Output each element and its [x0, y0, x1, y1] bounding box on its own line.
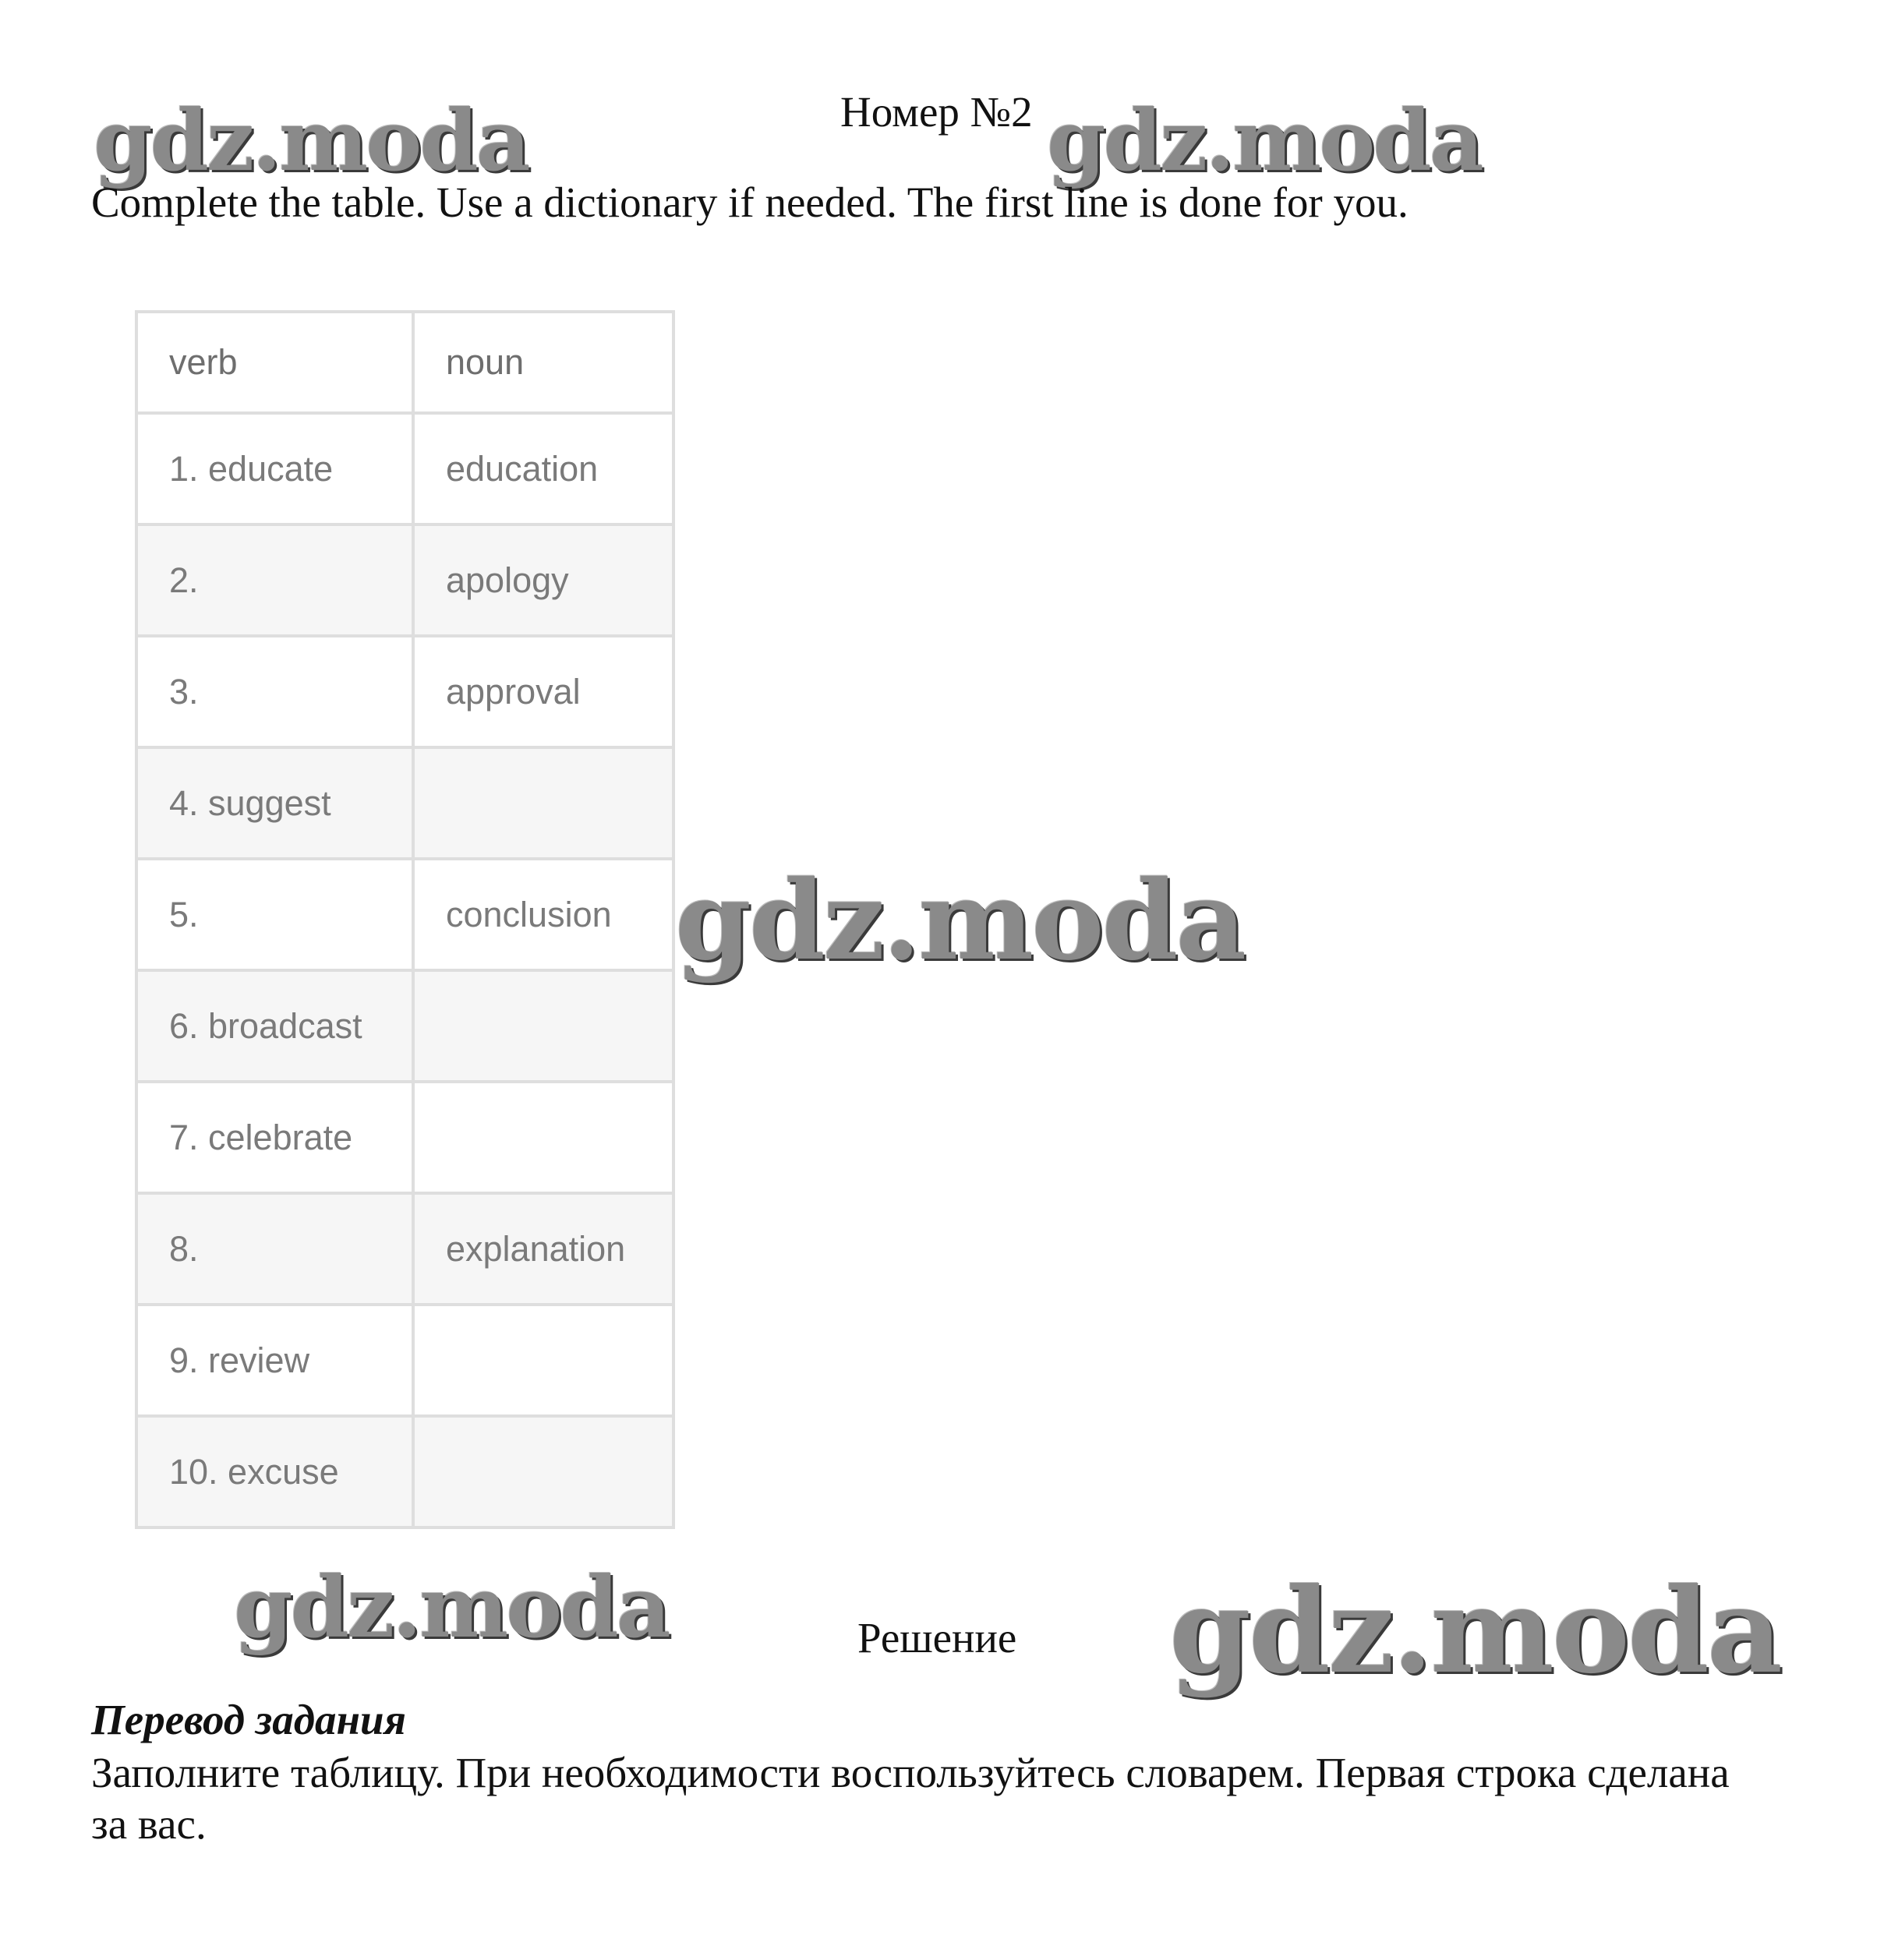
table-header-row [136, 312, 673, 413]
noun-cell [413, 1305, 673, 1416]
verb-cell: 6. broadcast [136, 970, 413, 1082]
verb-cell: 1. educate [136, 413, 413, 524]
noun-cell: approval [413, 636, 673, 747]
noun-cell [413, 1082, 673, 1193]
table-row [136, 413, 673, 524]
watermark: gdz.moda [1169, 1563, 1781, 1700]
task-instruction: Complete the table. Use a dictionary if needed. The first line is done for you. [91, 178, 1409, 226]
watermark: gdz.moda [94, 92, 528, 190]
table-row [136, 1416, 673, 1527]
table-row [136, 636, 673, 747]
table-row [136, 1082, 673, 1193]
noun-cell [413, 970, 673, 1082]
translation-text: Заполните таблицу. При необходимости воспользуйтесь словарем. Первая строка сделана за вас. [91, 1749, 1730, 1848]
table-row [136, 970, 673, 1082]
verb-cell: 3. [136, 636, 413, 747]
column-header-noun: noun [413, 312, 673, 413]
noun-cell: explanation [413, 1193, 673, 1305]
verb-cell: 7. celebrate [136, 1082, 413, 1193]
table-row [136, 524, 673, 636]
verb-cell: 9. review [136, 1305, 413, 1416]
verb-cell: 8. [136, 1193, 413, 1305]
noun-cell [413, 747, 673, 859]
verb-cell: 10. excuse [136, 1416, 413, 1527]
solution-label: Решение [857, 1614, 1017, 1662]
watermark: gdz.moda [1047, 92, 1482, 190]
page-title: Номер №2 [840, 88, 1033, 136]
translation-heading: Перевод задания [91, 1696, 406, 1743]
verb-cell: 2. [136, 524, 413, 636]
noun-cell: education [413, 413, 673, 524]
noun-cell: conclusion [413, 859, 673, 970]
watermark: gdz.moda [675, 857, 1245, 985]
verb-cell: 4. suggest [136, 747, 413, 859]
column-header-verb: verb [136, 312, 413, 413]
noun-cell [413, 1416, 673, 1527]
table-row [136, 747, 673, 859]
verb-noun-table [135, 310, 675, 1529]
watermark: gdz.moda [234, 1559, 669, 1657]
noun-cell: apology [413, 524, 673, 636]
table-row [136, 1305, 673, 1416]
table-row [136, 859, 673, 970]
verb-cell: 5. [136, 859, 413, 970]
table-row [136, 1193, 673, 1305]
